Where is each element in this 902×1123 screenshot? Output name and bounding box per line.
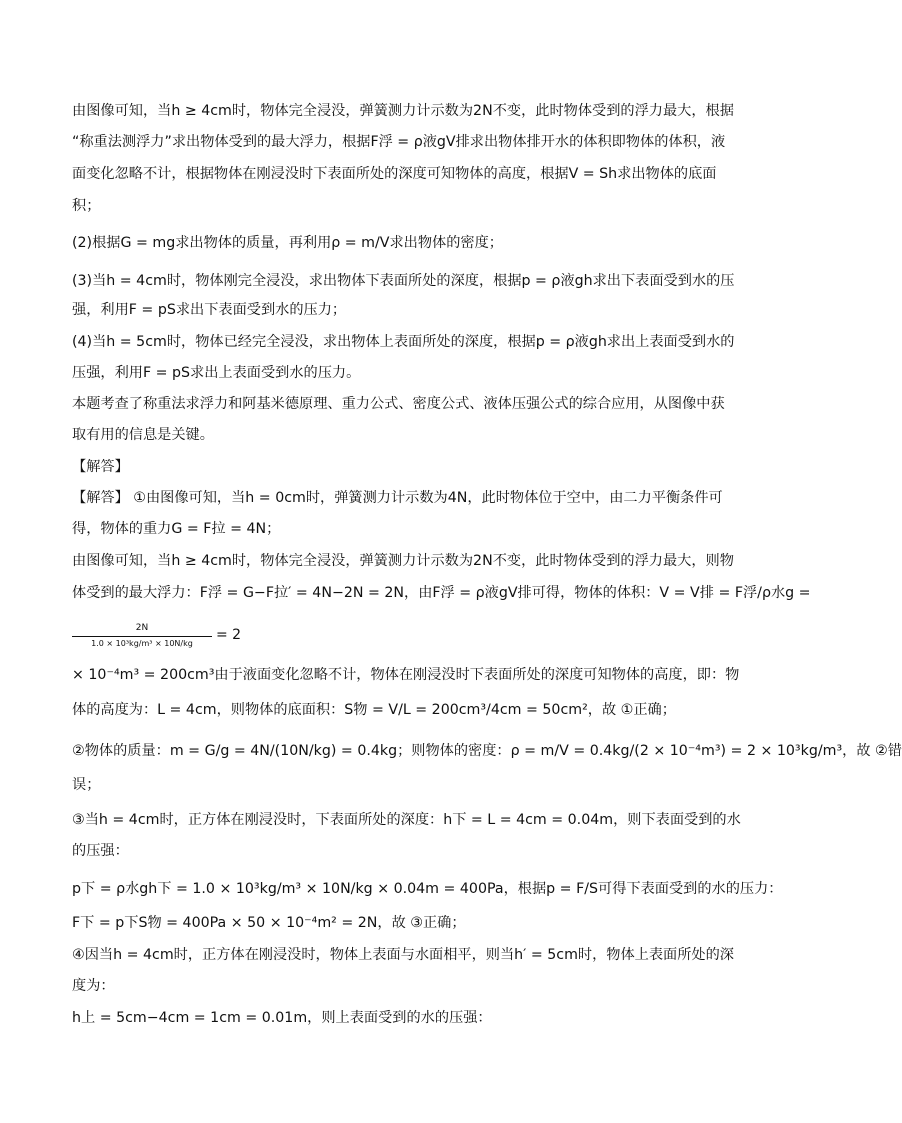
text-line: 得，物体的重力G = F拉 = 4N；	[72, 521, 281, 537]
text-line: 体受到的最大浮力：F浮 = G−F拉′ = 4N−2N = 2N，由F浮 = ρ液gV排可得，物体的体积：V = V排 = F浮/ρ水g =	[72, 585, 811, 601]
text-line: 体的高度为：L = 4cm，则物体的底面积：S物 = V/L = 200cm³/4cm = 50cm²，故 ①正确；	[72, 702, 676, 718]
fraction-expression	[72, 622, 212, 650]
text-line: 压强，利用F = pS求出上表面受到水的压力。	[72, 365, 361, 381]
text-line: ④因当h = 4cm时，正方体在刚浸没时，物体上表面与水面相平，则当h′ = 5cm时，物体上表面所处的深	[72, 947, 734, 963]
text-line: (2)根据G = mg求出物体的质量，再利用ρ = m/V求出物体的密度；	[72, 235, 503, 251]
fraction-denominator: 1.0 × 10³kg/m³ × 10N/kg	[91, 639, 193, 648]
text-line: 度为：	[72, 978, 115, 994]
fraction-result: = 2	[216, 627, 242, 643]
text-line: 【解答】 ①由图像可知，当h = 0cm时，弹簧测力计示数为4N，此时物体位于空中，由二力平衡条件可	[72, 490, 723, 506]
text-line: 误；	[72, 777, 101, 793]
text-line: 强，利用F = pS求出下表面受到水的压力；	[72, 302, 347, 318]
text-line: p下 = ρ水gh下 = 1.0 × 10³kg/m³ × 10N/kg × 0.04m = 400Pa，根据p = F/S可得下表面受到的水的压力：	[72, 881, 783, 897]
text-line: 本题考查了称重法求浮力和阿基米德原理、重力公式、密度公式、液体压强公式的综合应用，从图像中获	[72, 396, 725, 412]
fraction-numerator: 2N	[72, 622, 212, 637]
text-line: ②物体的质量：m = G/g = 4N/(10N/kg) = 0.4kg；则物体的密度：ρ = m/V = 0.4kg/(2 × 10⁻⁴m³) = 2 × 10³kg/m³，故 ②错	[72, 743, 902, 759]
text-line: “称重法测浮力”求出物体受到的最大浮力，根据F浮 = ρ液gV排求出物体排开水的体积即物体的体积，液	[72, 134, 726, 150]
text-line: 由图像可知，当h ≥ 4cm时，物体完全浸没，弹簧测力计示数为2N不变，此时物体受到的浮力最大，根据	[72, 103, 734, 119]
text-line: 的压强：	[72, 843, 129, 859]
text-line: h上 = 5cm−4cm = 1cm = 0.01m，则上表面受到的水的压强：	[72, 1010, 492, 1026]
text-line: ③当h = 4cm时，正方体在刚浸没时，下表面所处的深度：h下 = L = 4cm = 0.04m，则下表面受到的水	[72, 812, 741, 828]
text-line: 取有用的信息是关键。	[72, 427, 214, 443]
text-line: (3)当h = 4cm时，物体刚完全浸没，求出物体下表面所处的深度，根据p = ρ液gh求出下表面受到水的压	[72, 273, 735, 289]
section-heading: 【解答】	[72, 459, 129, 475]
text-line: (4)当h = 5cm时，物体已经完全浸没，求出物体上表面所处的深度，根据p = ρ液gh求出上表面受到水的	[72, 334, 735, 350]
text-line: F下 = p下S物 = 400Pa × 50 × 10⁻⁴m² = 2N，故 ③正确；	[72, 915, 466, 931]
text-line: 面变化忽略不计，根据物体在刚浸没时下表面所处的深度可知物体的高度，根据V = Sh求出物体的底面	[72, 166, 717, 182]
text-line: 由图像可知，当h ≥ 4cm时，物体完全浸没，弹簧测力计示数为2N不变，此时物体受到的浮力最大，则物	[72, 553, 734, 569]
text-line: 积；	[72, 198, 101, 214]
text-line: × 10⁻⁴m³ = 200cm³由于液面变化忽略不计，物体在刚浸没时下表面所处的深度可知物体的高度，即：物	[72, 667, 740, 683]
